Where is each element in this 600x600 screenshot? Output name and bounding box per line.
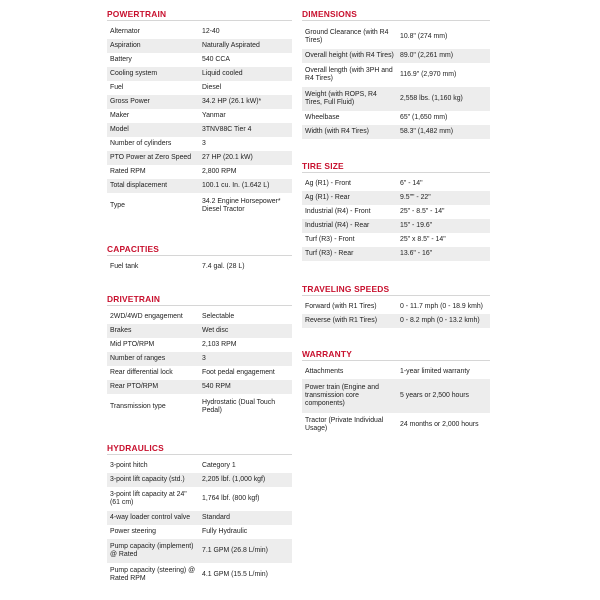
- spec-row: [107, 487, 292, 511]
- hydraulics-table: [107, 459, 292, 587]
- spec-label: Pump capacity (implement) @ Rated: [110, 543, 194, 558]
- spec-value: 3: [202, 140, 206, 147]
- spec-row: [302, 300, 490, 314]
- spec-row: [107, 151, 292, 165]
- spec-label: Width (with R4 Tires): [305, 128, 369, 135]
- spec-value: Selectable: [202, 313, 235, 320]
- spec-value: 100.1 cu. In. (1.642 L): [202, 182, 270, 189]
- spec-label: Ag (R1) - Front: [305, 180, 351, 187]
- spec-label: 3-point lift capacity (std.): [110, 476, 185, 483]
- spec-row: [302, 63, 490, 87]
- spec-value: 9.5"" - 22": [400, 194, 431, 201]
- spec-value: 3: [202, 355, 206, 362]
- spec-label: Battery: [110, 56, 132, 63]
- spec-value: 25" x 8.5" - 14": [400, 236, 446, 243]
- spec-row: [107, 53, 292, 67]
- spec-value: Standard: [202, 514, 230, 521]
- spec-row: [107, 193, 292, 219]
- dimensions-table: [302, 25, 490, 139]
- spec-label: Type: [110, 202, 125, 209]
- spec-label: Transmission type: [110, 403, 166, 410]
- spec-value: 6" - 14": [400, 180, 423, 187]
- spec-row: [107, 511, 292, 525]
- spec-value: 89.0" (2,261 mm): [400, 52, 453, 59]
- warranty-section: [302, 348, 490, 437]
- spec-value: 116.9" (2,970 mm): [400, 71, 457, 78]
- spec-value: 10.8" (274 mm): [400, 33, 448, 40]
- spec-label: Reverse (with R1 Tires): [305, 317, 377, 324]
- spec-row: [302, 413, 490, 437]
- section-title-powertrain: POWERTRAIN: [107, 8, 292, 21]
- drivetrain-table: [107, 310, 292, 420]
- spec-row: [107, 25, 292, 39]
- spec-value: 34.2 HP (26.1 kW)*: [202, 98, 262, 105]
- spec-label: Gross Power: [110, 98, 150, 105]
- spec-value: 5 years or 2,500 hours: [400, 392, 469, 399]
- spec-row: [107, 165, 292, 179]
- spec-label: Model: [110, 126, 129, 133]
- spec-value: Diesel: [202, 84, 222, 91]
- spec-row: [302, 125, 490, 139]
- spec-row: [107, 324, 292, 338]
- spec-row: [107, 394, 292, 420]
- spec-row: [107, 179, 292, 193]
- spec-label: Total displacement: [110, 182, 168, 189]
- spec-value: Naturally Aspirated: [202, 42, 260, 49]
- spec-value: 15" - 19.6": [400, 222, 433, 229]
- spec-value: 0 - 11.7 mph (0 - 18.9 kmh): [400, 303, 483, 310]
- spec-value: 2,103 RPM: [202, 341, 237, 348]
- spec-label: Turf (R3) - Rear: [305, 250, 354, 257]
- spec-label: Pump capacity (steering) @ Rated RPM: [110, 567, 196, 582]
- spec-value: Liquid cooled: [202, 70, 243, 77]
- spec-label: Aspiration: [110, 42, 141, 49]
- spec-row: [107, 95, 292, 109]
- spec-row: [107, 563, 292, 587]
- spec-label: 3-point lift capacity at 24" (61 cm): [110, 491, 187, 506]
- spec-label: Weight (with ROPS, R4 Tires, Full Fluid): [305, 91, 377, 106]
- spec-value: 2,800 RPM: [202, 168, 237, 175]
- spec-value: Category 1: [202, 462, 236, 469]
- spec-row: [107, 310, 292, 324]
- section-title-dimensions: DIMENSIONS: [302, 8, 490, 21]
- spec-label: Maker: [110, 112, 130, 119]
- spec-value: 3TNV88C Tier 4: [202, 126, 252, 133]
- spec-row: [302, 87, 490, 111]
- spec-row: [302, 219, 490, 233]
- capacities-table: [107, 260, 292, 274]
- section-title-traveling-speeds: TRAVELING SPEEDS: [302, 283, 490, 296]
- spec-row: [302, 365, 490, 379]
- powertrain-table: [107, 25, 292, 219]
- powertrain-section: [107, 8, 292, 219]
- spec-row: [107, 67, 292, 81]
- spec-value: 1-year limited warranty: [400, 368, 470, 375]
- spec-label: Forward (with R1 Tires): [305, 303, 377, 310]
- tire-size-table: [302, 177, 490, 261]
- spec-label: Tractor (Private Individual Usage): [305, 417, 384, 432]
- spec-label: Overall height (with R4 Tires): [305, 52, 394, 59]
- spec-label: Alternator: [110, 28, 140, 35]
- spec-row: [107, 109, 292, 123]
- spec-label: Brakes: [110, 327, 132, 334]
- spec-label: Fuel: [110, 84, 124, 91]
- spec-value: 7.1 GPM (26.8 L/min): [202, 547, 268, 554]
- spec-row: [302, 247, 490, 261]
- spec-value: 12-40: [202, 28, 220, 35]
- spec-label: Rated RPM: [110, 168, 146, 175]
- spec-row: [107, 81, 292, 95]
- section-title-drivetrain: DRIVETRAIN: [107, 293, 292, 306]
- spec-label: 3-point hitch: [110, 462, 148, 469]
- spec-row: [107, 338, 292, 352]
- spec-value: Wet disc: [202, 327, 229, 334]
- spec-label: Rear differential lock: [110, 369, 173, 376]
- spec-value: Hydrostatic (Dual Touch Pedal): [202, 399, 276, 414]
- spec-row: [107, 137, 292, 151]
- warranty-table: [302, 365, 490, 437]
- traveling-speeds-table: [302, 300, 490, 328]
- section-title-capacities: CAPACITIES: [107, 243, 292, 256]
- spec-value: 34.2 Engine Horsepower* Diesel Tractor: [202, 198, 281, 213]
- spec-label: Number of ranges: [110, 355, 166, 362]
- traveling-speeds-section: [302, 283, 490, 328]
- spec-value: 7.4 gal. (28 L): [202, 263, 245, 270]
- capacities-section: [107, 243, 292, 274]
- spec-label: Mid PTO/RPM: [110, 341, 155, 348]
- spec-value: 4.1 GPM (15.5 L/min): [202, 571, 268, 578]
- spec-label: PTO Power at Zero Speed: [110, 154, 192, 161]
- spec-row: [302, 191, 490, 205]
- spec-row: [107, 260, 292, 274]
- spec-label: 4-way loader control valve: [110, 514, 191, 521]
- spec-value: Yanmar: [202, 112, 226, 119]
- spec-row: [302, 177, 490, 191]
- spec-label: Wheelbase: [305, 114, 340, 121]
- spec-value: 24 months or 2,000 hours: [400, 421, 479, 428]
- spec-value: 65" (1,650 mm): [400, 114, 448, 121]
- spec-value: 25" - 8.5" - 14": [400, 208, 445, 215]
- spec-label: Rear PTO/RPM: [110, 383, 159, 390]
- spec-label: Power train (Engine and transmission core components): [305, 384, 379, 407]
- tire-size-section: [302, 160, 490, 261]
- spec-label: 2WD/4WD engagement: [110, 313, 183, 320]
- spec-row: [107, 366, 292, 380]
- spec-label: Overall length (with 3PH and R4 Tires): [305, 67, 393, 82]
- spec-label: Power steering: [110, 528, 156, 535]
- spec-row: [302, 111, 490, 125]
- spec-row: [302, 49, 490, 63]
- spec-value: 2,205 lbf. (1,000 kgf): [202, 476, 266, 483]
- drivetrain-section: [107, 293, 292, 420]
- spec-value: 2,558 lbs. (1,160 kg): [400, 95, 463, 102]
- spec-label: Turf (R3) - Front: [305, 236, 355, 243]
- spec-label: Cooling system: [110, 70, 158, 77]
- spec-row: [107, 525, 292, 539]
- spec-row: [107, 380, 292, 394]
- dimensions-section: [302, 8, 490, 139]
- spec-row: [107, 123, 292, 137]
- spec-label: Ground Clearance (with R4 Tires): [305, 29, 389, 44]
- spec-value: 540 CCA: [202, 56, 230, 63]
- spec-row: [107, 539, 292, 563]
- spec-label: Fuel tank: [110, 263, 139, 270]
- spec-value: Foot pedal engagement: [202, 369, 275, 376]
- hydraulics-section: [107, 442, 292, 587]
- spec-label: Attachments: [305, 368, 344, 375]
- spec-value: 1,764 lbf. (800 kgf): [202, 495, 260, 502]
- spec-row: [107, 39, 292, 53]
- spec-label: Ag (R1) - Rear: [305, 194, 350, 201]
- spec-value: Fully Hydraulic: [202, 528, 248, 535]
- spec-row: [107, 352, 292, 366]
- spec-row: [302, 314, 490, 328]
- spec-value: 0 - 8.2 mph (0 - 13.2 kmh): [400, 317, 480, 324]
- section-title-hydraulics: HYDRAULICS: [107, 442, 292, 455]
- spec-row: [302, 205, 490, 219]
- section-title-warranty: WARRANTY: [302, 348, 490, 361]
- spec-label: Number of cylinders: [110, 140, 172, 147]
- spec-value: 540 RPM: [202, 383, 231, 390]
- spec-value: 13.6" - 16": [400, 250, 433, 257]
- spec-row: [107, 459, 292, 473]
- spec-row: [107, 473, 292, 487]
- spec-row: [302, 233, 490, 247]
- spec-label: Industrial (R4) - Rear: [305, 222, 370, 229]
- section-title-tire-size: TIRE SIZE: [302, 160, 490, 173]
- spec-value: 27 HP (20.1 kW): [202, 154, 253, 161]
- spec-label: Industrial (R4) - Front: [305, 208, 371, 215]
- spec-row: [302, 25, 490, 49]
- spec-value: 58.3" (1,482 mm): [400, 128, 453, 135]
- spec-row: [302, 379, 490, 413]
